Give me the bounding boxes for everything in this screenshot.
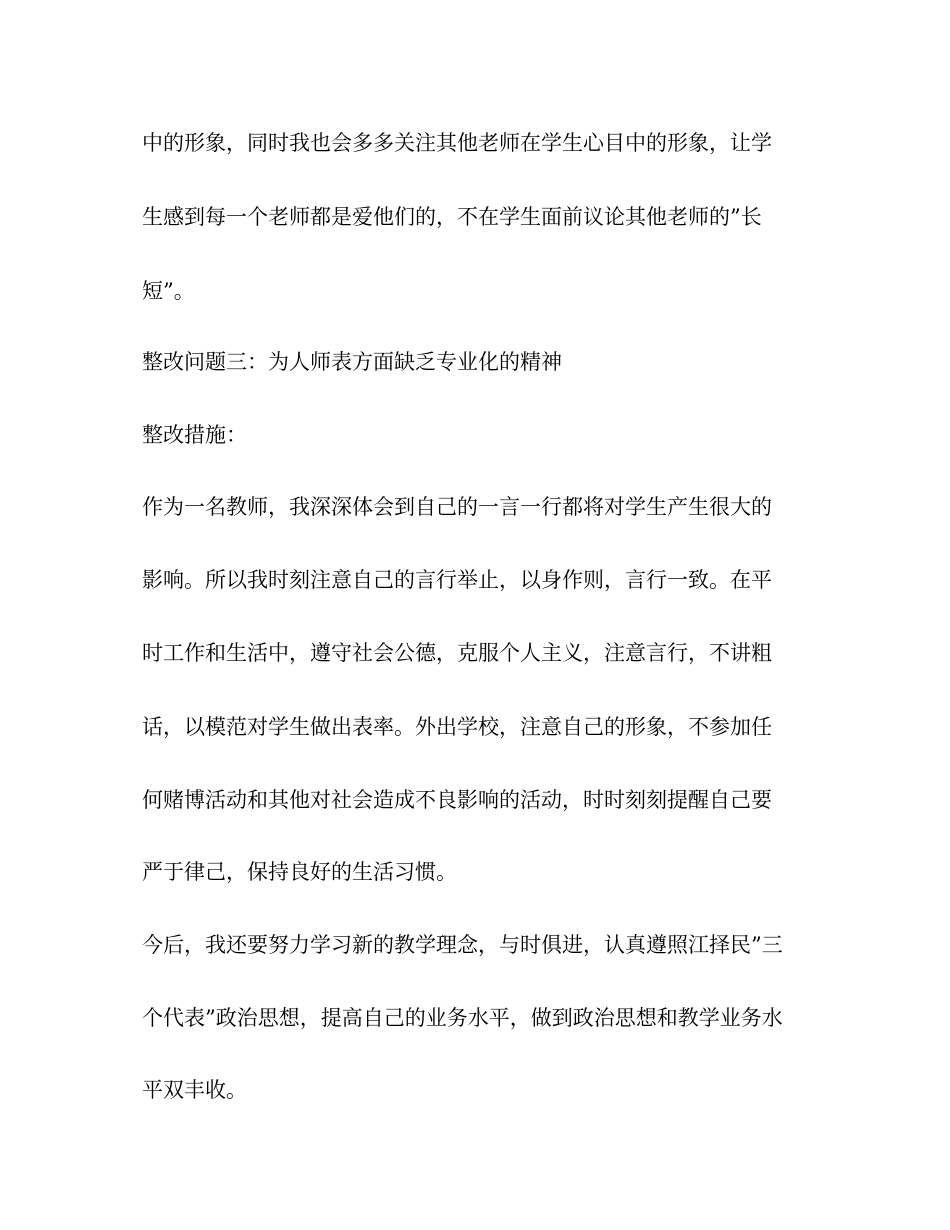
text-line: 严于律己，保持良好的生活习惯。: [142, 860, 457, 884]
text-line: 作为一名教师，我深深体会到自己的一言一行都将对学生产生很大的: [142, 495, 772, 519]
section-label: 整改措施：: [142, 423, 247, 447]
text-line: 生感到每一个老师都是爱他们的，不在学生面前议论其他老师的”长: [142, 205, 762, 229]
text-line: 何赌博活动和其他对社会造成不良影响的活动，时时刻刻提醒自己要: [142, 788, 772, 812]
text-line: 平双丰收。: [142, 1078, 247, 1102]
text-line: 短”。: [142, 279, 195, 303]
text-line: 影响。所以我时刻注意自己的言行举止，以身作则，言行一致。在平: [142, 568, 772, 592]
text-line: 话，以模范对学生做出表率。外出学校，注意自己的形象，不参加任: [142, 715, 772, 739]
section-heading: 整改问题三：为人师表方面缺乏专业化的精神: [142, 350, 562, 374]
text-line: 时工作和生活中，遵守社会公德，克服个人主义，注意言行，不讲粗: [142, 641, 772, 665]
text-line: 中的形象，同时我也会多多关注其他老师在学生心目中的形象，让学: [142, 131, 772, 155]
text-line: 今后，我还要努力学习新的教学理念，与时俱进，认真遵照江择民”三: [142, 933, 783, 957]
text-line: 个代表”政治思想，提高自己的业务水平，做到政治思想和教学业务水: [142, 1006, 783, 1030]
